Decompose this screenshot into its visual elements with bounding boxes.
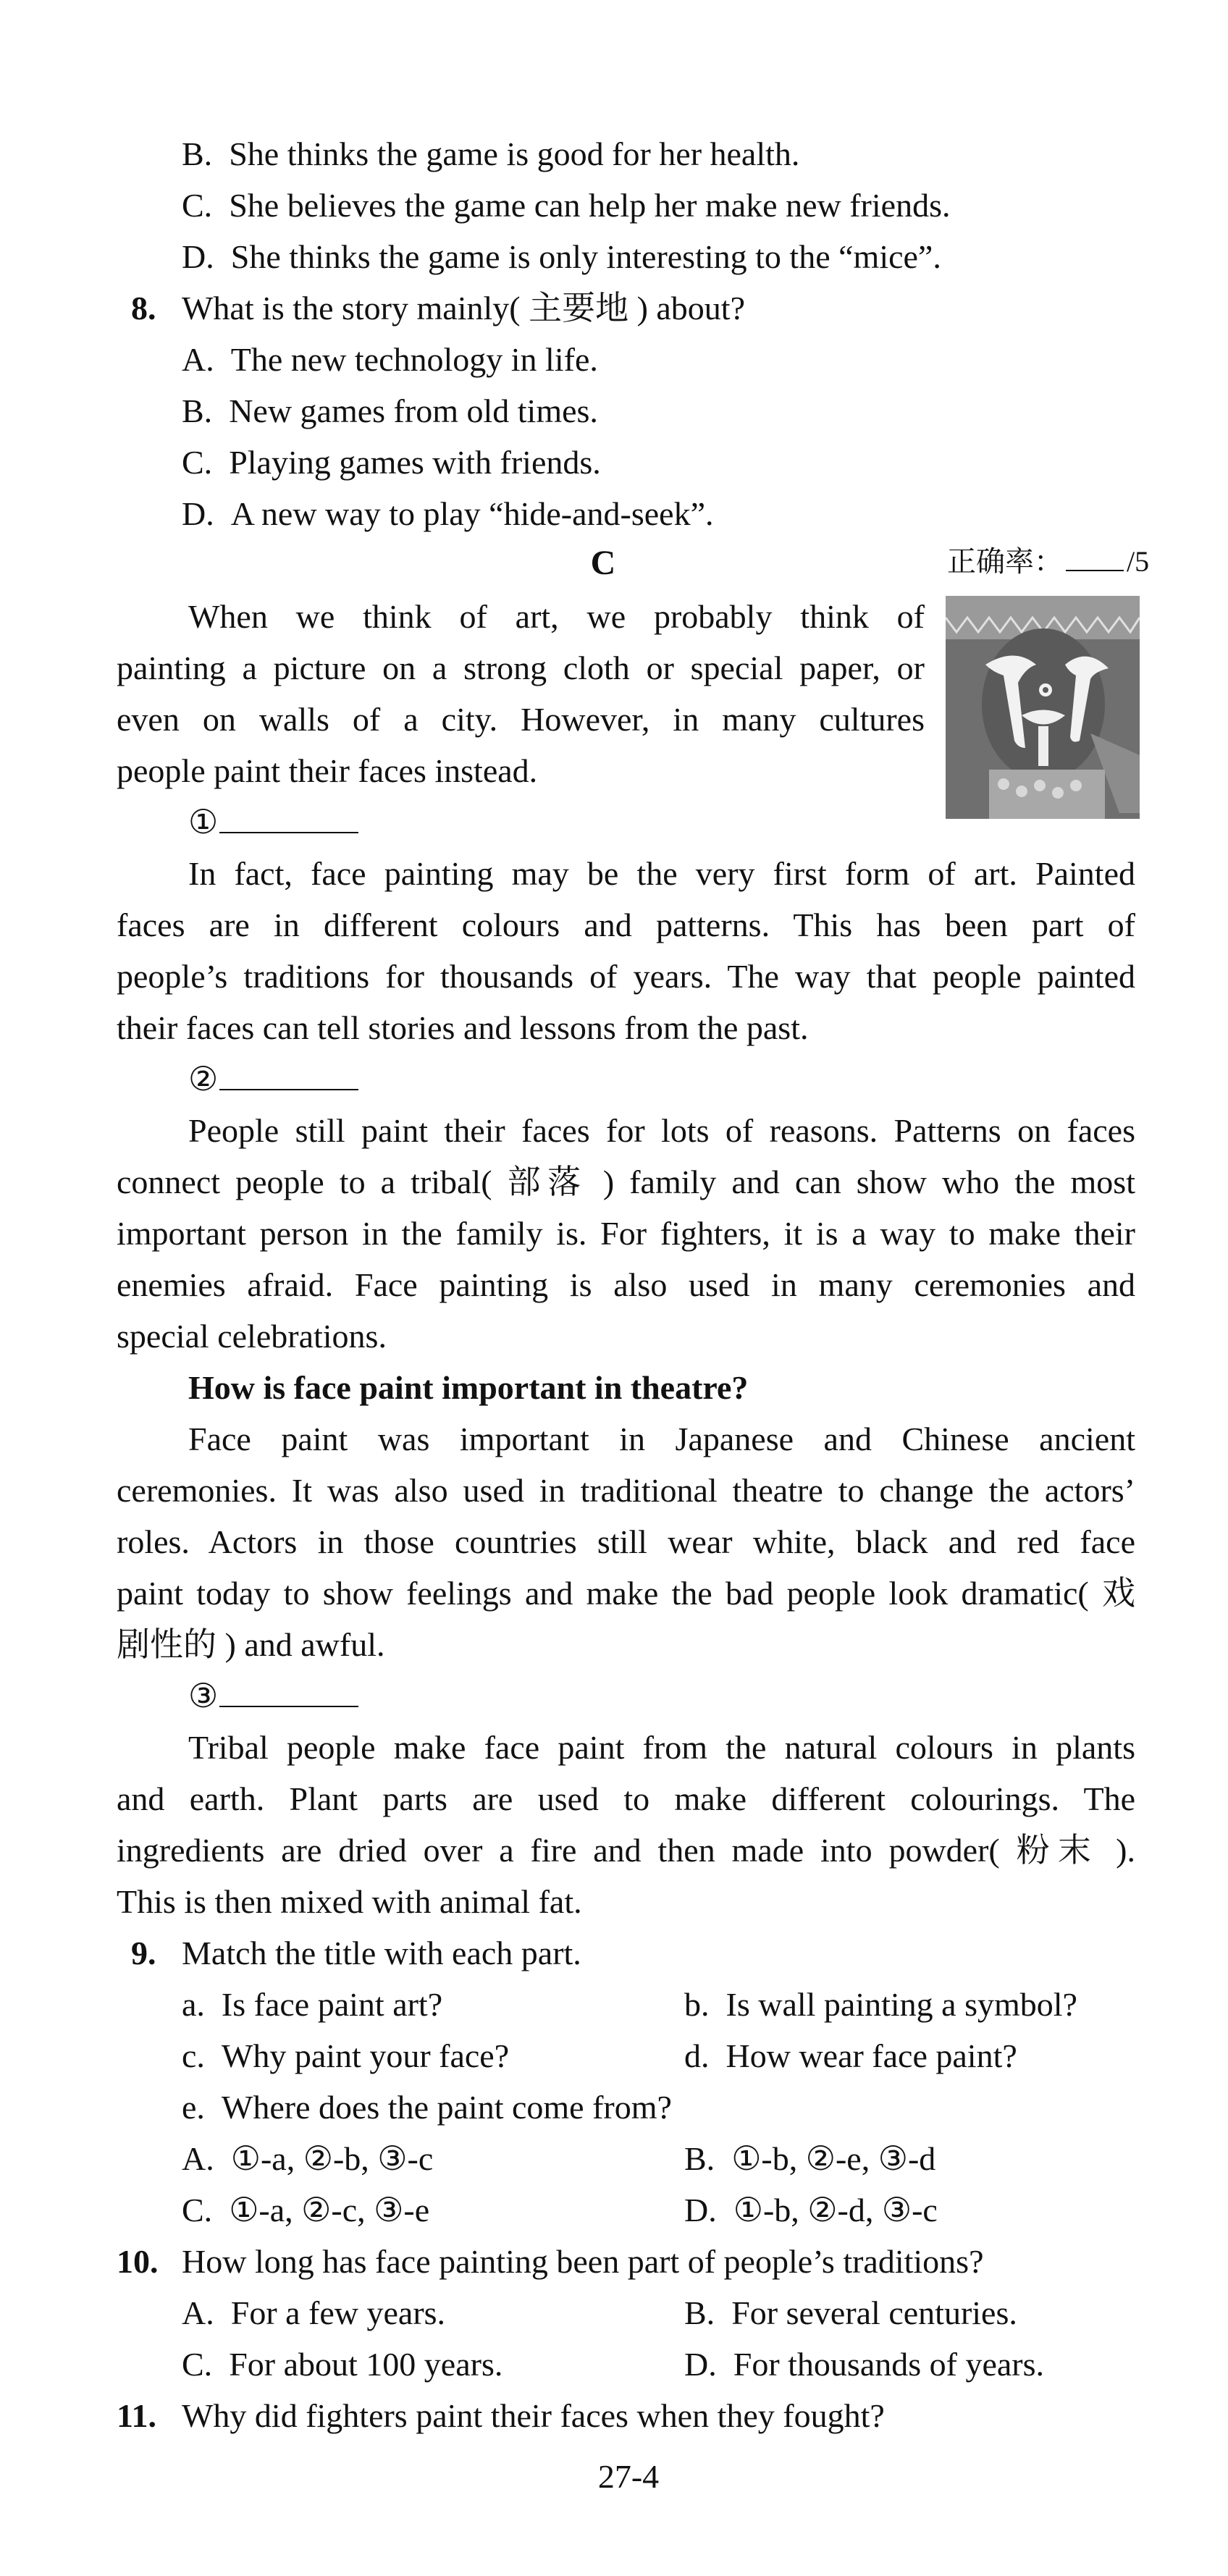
blank-2	[188, 1053, 358, 1105]
passage-line: 剧性的 ) and awful.	[117, 1626, 385, 1663]
option-label: D.	[182, 495, 214, 532]
q9-number: 9.	[131, 1935, 156, 1971]
option-text: For several centuries.	[731, 2294, 1017, 2331]
option-text: The new technology in life.	[230, 341, 598, 378]
passage-line: painting a picture on a strong cloth or special paper, or	[117, 649, 925, 686]
option-label: A.	[182, 2140, 214, 2177]
option-text: ①-a, ②-c, ③-e	[229, 2192, 430, 2228]
page-number: 27-4	[597, 2458, 660, 2495]
q10-option-d[interactable]	[684, 2339, 1044, 2390]
option-label: D.	[182, 238, 214, 275]
q8-option-b	[182, 385, 598, 437]
passage-line: important person in the family is. For fighters, it is a way to make their	[117, 1215, 1135, 1252]
passage-line: people paint their faces instead.	[117, 752, 538, 789]
passage-line: their faces can tell stories and lessons from the past.	[117, 1009, 809, 1046]
q9-option-c[interactable]	[182, 2184, 429, 2236]
passage-line: Face paint was important in Japanese and Chinese ancient	[188, 1420, 1135, 1457]
passage-line: When we think of art, we probably think of	[188, 598, 925, 635]
score-total: /5	[1127, 545, 1150, 578]
option-text: For thousands of years.	[733, 2346, 1045, 2383]
option-text: ①-b, ②-d, ③-c	[733, 2192, 938, 2228]
score-field	[947, 536, 1149, 587]
option-label: C.	[182, 2192, 213, 2228]
q8-option-d	[182, 488, 714, 539]
passage-line: connect people to a tribal( 部落 ) family and can show who the most	[117, 1163, 1135, 1200]
q9-option-b[interactable]	[684, 2133, 935, 2184]
section-heading: C	[590, 544, 616, 582]
option-label: B.	[684, 2140, 715, 2177]
q8-option-c	[182, 437, 601, 488]
passage-line: Tribal people make face paint from the natural colours in plants	[188, 1729, 1135, 1766]
title-text: Is wall painting a symbol?	[726, 1986, 1077, 2023]
option-label: B.	[684, 2294, 715, 2331]
q9-title-e	[182, 2082, 672, 2133]
option-text: ①-a, ②-b, ③-c	[230, 2140, 434, 2177]
passage-line: paint today to show feelings and make the bad people look dramatic( 戏	[117, 1575, 1135, 1612]
title-label: c.	[182, 2037, 205, 2074]
title-label: a.	[182, 1986, 205, 2023]
option-label: A.	[182, 2294, 214, 2331]
option-text: She thinks the game is only interesting to the “mice”.	[230, 238, 941, 275]
title-text: Why paint your face?	[221, 2037, 510, 2074]
passage-line: even on walls of a city. However, in many cultures	[117, 701, 925, 738]
blank-3	[188, 1670, 358, 1722]
title-text: Where does the paint come from?	[221, 2089, 672, 2126]
option-label: C.	[182, 444, 213, 481]
q10-option-b[interactable]	[684, 2287, 1017, 2339]
passage-line: people’s traditions for thousands of years. The way that people painted	[117, 958, 1135, 995]
option-text: She thinks the game is good for her health.	[229, 135, 800, 172]
blank-1	[188, 796, 358, 848]
q9-title-c	[182, 2030, 509, 2082]
blank-1-input[interactable]	[219, 797, 358, 833]
q7-option-d	[182, 231, 941, 282]
blank-marker: ②	[188, 1061, 219, 1098]
q9-title-b	[684, 1979, 1077, 2030]
option-text: A new way to play “hide-and-seek”.	[230, 495, 714, 532]
passage-line: ceremonies. It was also used in traditional theatre to change the actors’	[117, 1472, 1135, 1509]
option-label: C.	[182, 2346, 213, 2383]
title-label: b.	[684, 1986, 710, 2023]
option-label: C.	[182, 187, 213, 224]
q9-title-d	[684, 2030, 1017, 2082]
q11-question: Why did fighters paint their faces when they fought?	[182, 2397, 885, 2434]
blank-2-input[interactable]	[219, 1054, 358, 1090]
passage-line: ingredients are dried over a fire and then made into powder( 粉末 ).	[117, 1832, 1135, 1869]
title-text: How wear face paint?	[726, 2037, 1017, 2074]
q7-option-b	[182, 128, 799, 180]
option-label: D.	[684, 2346, 717, 2383]
option-text: For a few years.	[230, 2294, 446, 2331]
title-label: e.	[182, 2089, 205, 2126]
q10-number: 10.	[117, 2243, 159, 2280]
passage-line: special celebrations.	[117, 1318, 387, 1355]
option-label: B.	[182, 392, 213, 429]
q9-title-a	[182, 1979, 442, 2030]
title-text: Is face paint art?	[221, 1986, 443, 2023]
passage-subheading: How is face paint important in theatre?	[188, 1369, 749, 1406]
q8-option-a	[182, 334, 598, 385]
passage-line: This is then mixed with animal fat.	[117, 1883, 582, 1920]
score-blank[interactable]	[1066, 544, 1124, 571]
q10-option-c[interactable]	[182, 2339, 502, 2390]
passage-line: enemies afraid. Face painting is also used in many ceremonies and	[117, 1266, 1135, 1303]
q9-question: Match the title with each part.	[182, 1935, 581, 1971]
blank-marker: ①	[188, 804, 219, 841]
option-text: Playing games with friends.	[229, 444, 601, 481]
option-text: New games from old times.	[229, 392, 598, 429]
q9-option-a[interactable]	[182, 2133, 433, 2184]
passage-line: faces are in different colours and patterns. This has been part of	[117, 906, 1135, 943]
option-text: For about 100 years.	[229, 2346, 503, 2383]
q11-number: 11.	[117, 2397, 156, 2434]
blank-3-input[interactable]	[219, 1671, 358, 1707]
q10-option-a[interactable]	[182, 2287, 445, 2339]
q8-question: What is the story mainly( 主要地 ) about?	[182, 290, 746, 327]
score-label: 正确率：	[947, 545, 1063, 578]
option-label: D.	[684, 2192, 717, 2228]
title-label: d.	[684, 2037, 710, 2074]
option-label: A.	[182, 341, 214, 378]
passage-line: roles. Actors in those countries still wear white, black and red face	[117, 1523, 1135, 1560]
option-label: B.	[182, 135, 213, 172]
q9-option-d[interactable]	[684, 2184, 938, 2236]
passage-line: People still paint their faces for lots of reasons. Patterns on faces	[188, 1112, 1135, 1149]
option-text: She believes the game can help her make new friends.	[229, 187, 951, 224]
passage-line: and earth. Plant parts are used to make different colourings. The	[117, 1780, 1135, 1817]
option-text: ①-b, ②-e, ③-d	[731, 2140, 936, 2177]
q8-number: 8.	[131, 290, 156, 327]
passage-line: In fact, face painting may be the very first form of art. Painted	[188, 855, 1135, 892]
blank-marker: ③	[188, 1678, 219, 1714]
q10-question: How long has face painting been part of people’s traditions?	[182, 2243, 984, 2280]
q7-option-c	[182, 180, 950, 231]
